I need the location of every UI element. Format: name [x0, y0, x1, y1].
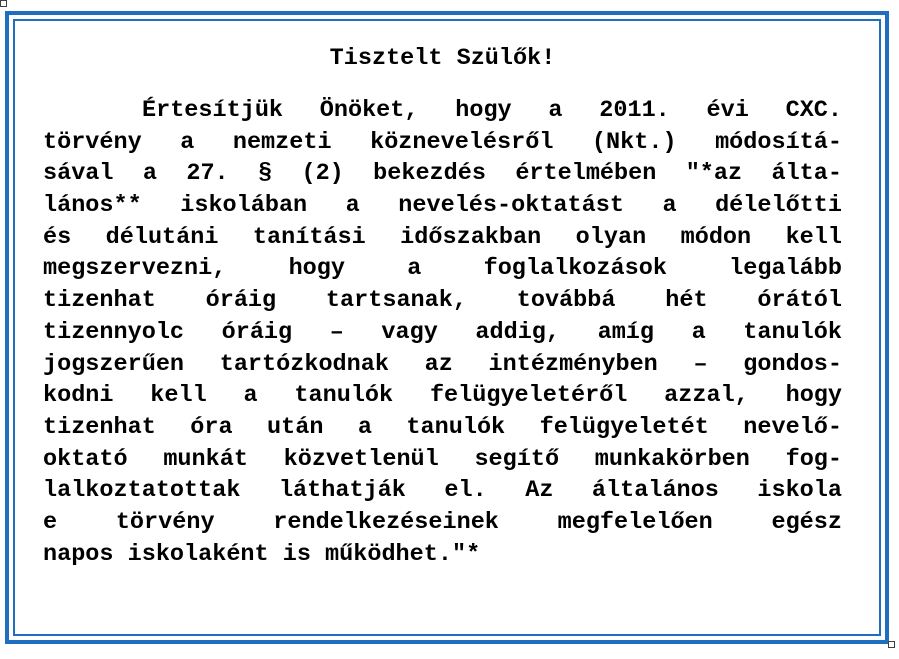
selection-handle-top-left[interactable]	[0, 0, 7, 7]
paragraph-line: Értesítjük Önöket, hogy a 2011. évi CXC.	[142, 97, 842, 124]
paragraph-line: megszervezni, hogy a foglalkozások legalább	[43, 255, 842, 283]
paragraph-line: oktató munkát közvetlenül segítő munkakörben fog-	[43, 445, 842, 473]
paragraph-line: jogszerűen tartózkodnak az intézményben – gondos-	[43, 350, 842, 378]
document-paragraph	[43, 95, 842, 570]
paragraph-line: tizennyolc óráig – vagy addig, amíg a tanulók	[43, 318, 842, 346]
paragraph-line: tizenhat óráig tartsanak, továbbá hét órától	[43, 287, 842, 315]
document-title: Tisztelt Szülők!	[329, 45, 556, 72]
paragraph-line: kodni kell a tanulók felügyeletéről azzal, hogy	[43, 382, 842, 410]
document-body	[43, 43, 842, 570]
selection-handle-bottom-right[interactable]	[888, 641, 895, 648]
paragraph-line: sával a 27. § (2) bekezdés értelmében "*az álta-	[43, 160, 842, 188]
paragraph-line-last: napos iskolaként is működhet."*	[43, 540, 481, 568]
paragraph-line: lalkoztatottak láthatják el. Az általános iskola	[43, 477, 842, 505]
paragraph-line: törvény a nemzeti köznevelésről (Nkt.) módosítá-	[43, 128, 842, 156]
paragraph-line: e törvény rendelkezéseinek megfelelően egész	[43, 508, 842, 536]
document-inner-frame	[13, 19, 881, 636]
document-frame	[5, 11, 889, 644]
paragraph-line: lános** iskolában a nevelés-oktatást a délelőtti	[43, 192, 842, 220]
paragraph-line: és délutáni tanítási időszakban olyan módon kell	[43, 223, 842, 251]
paragraph-line: tizenhat óra után a tanulók felügyeletét nevelő-	[43, 413, 842, 441]
